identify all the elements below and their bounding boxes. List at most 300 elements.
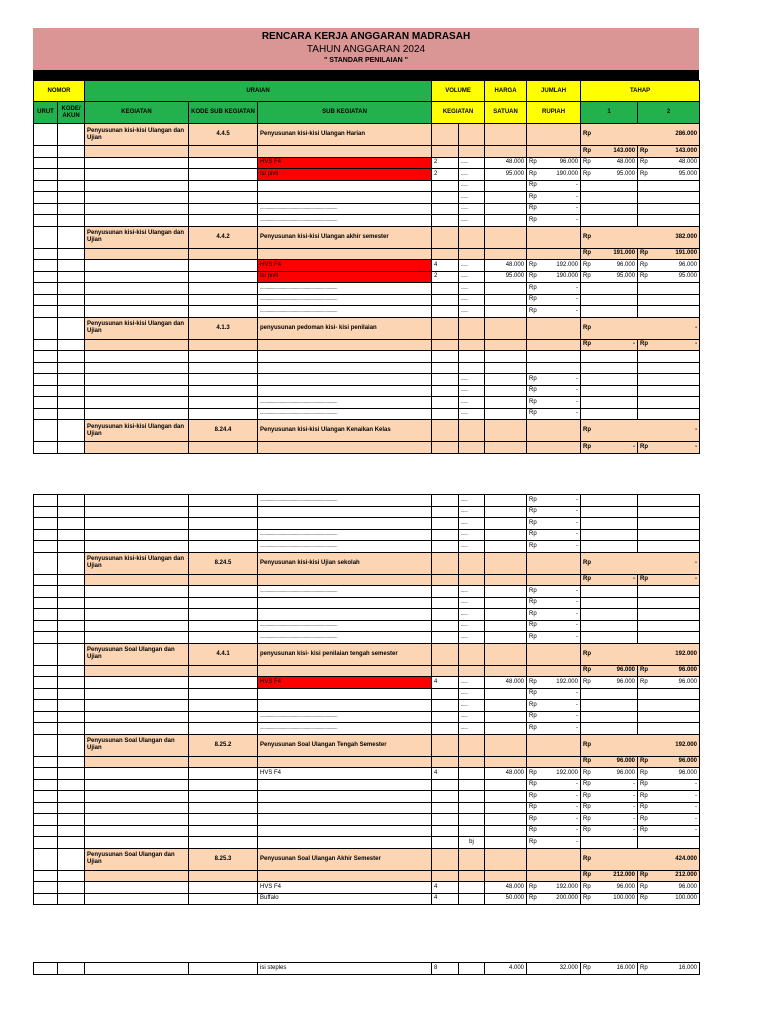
cell [85,586,189,598]
placeholder-unit: ...... [459,374,485,386]
cell [527,226,581,248]
cell [638,351,700,363]
amount: - [633,804,635,811]
cell [258,248,432,260]
cell [58,215,85,227]
cell [34,248,58,260]
amount: 200.000 [556,895,578,902]
amount: - [576,792,578,799]
cell [34,825,58,837]
cell [58,723,85,735]
placeholder-unit: ...... [459,541,485,553]
cell [485,339,527,351]
activity-subtotal-row [34,339,700,351]
cell [432,756,459,768]
cell [58,665,85,677]
empty-amount [527,541,581,553]
rp-label: Rp [640,147,649,154]
cell [189,711,258,723]
header-row-2 [34,102,700,124]
cell [258,362,432,374]
cell [34,226,58,248]
item-row [34,893,700,905]
cell [85,351,189,363]
empty-tahap-1 [581,814,638,826]
cell [58,825,85,837]
amount: - [576,307,579,314]
activity-total [581,848,700,870]
cell [189,665,258,677]
cell [485,442,527,454]
amount: - [695,781,697,788]
placeholder-unit: ...... [459,586,485,598]
cell [34,541,58,553]
rp-label: Rp [529,205,537,212]
cell [638,374,700,386]
rp-label: Rp [529,610,537,617]
cell [189,518,258,530]
cell [34,408,58,420]
item-row [34,882,700,894]
rp-label: Rp [640,341,649,348]
cell [459,814,485,826]
cell [34,779,58,791]
cell [58,294,85,306]
rp-label: Rp [583,273,591,280]
cell [34,802,58,814]
sub-activity-name: penyusunan kisi- kisi penilaian tengah semester [258,643,432,665]
cell [638,180,700,192]
activity-name: Penyusunan kisi-kisi Ulangan dan Ujian [85,420,189,442]
item-qty: 2 [432,157,459,169]
amount: 96.000 [616,678,635,685]
item-price: 50.000 [485,893,527,905]
cell [34,283,58,295]
placeholder-unit: ...... [459,700,485,712]
amount: 192.000 [556,769,578,776]
rp-label: Rp [640,170,648,177]
cell [58,180,85,192]
tahap-2-total [638,339,700,351]
cell [34,339,58,351]
placeholder-unit: ...... [459,688,485,700]
rp-label: Rp [640,781,648,788]
item-price: 48.000 [485,677,527,689]
placeholder-unit: ...... [459,506,485,518]
item-tahap-1 [581,677,638,689]
header-separator [33,70,699,80]
cell [58,283,85,295]
cell [485,408,527,420]
cell [459,734,485,756]
cell [638,215,700,227]
cell [485,506,527,518]
activity-subtotal-row [34,665,700,677]
cell [85,870,189,882]
item-tahap-1 [581,768,638,780]
cell [432,848,459,870]
cell [581,529,638,541]
cell [485,146,527,158]
placeholder-row [34,541,700,553]
item-row [34,260,700,272]
cell [485,620,527,632]
empty-amount [527,711,581,723]
amount: - [695,341,698,348]
cell [527,124,581,146]
sub-activity-name: Penyusunan Soal Ulangan Tengah Semester [258,734,432,756]
cell [485,385,527,397]
activity-subtotal-row [34,146,700,158]
item-row [34,768,700,780]
cell [34,893,58,905]
rp-label: Rp [583,678,591,685]
cell [432,442,459,454]
cell [581,506,638,518]
cell [85,893,189,905]
empty-amount [527,837,581,849]
cell [485,226,527,248]
cell [581,306,638,318]
rp-label: Rp [583,872,591,879]
empty-row [34,362,700,374]
cell [527,420,581,442]
cell [459,882,485,894]
activity-subtotal-row [34,574,700,586]
rp-label: Rp [529,496,537,503]
cell [485,294,527,306]
cell [58,677,85,689]
cell [85,802,189,814]
cell [189,203,258,215]
rp-label: Rp [529,769,537,776]
empty-tahap-1 [581,825,638,837]
cell [527,870,581,882]
cell [34,260,58,272]
cell [258,825,432,837]
placeholder-row [34,495,700,507]
cell [58,442,85,454]
amount: 192.000 [556,678,578,685]
cell [527,339,581,351]
sub-activity-name: Penyusunan kisi-kisi Ulangan Harian [258,124,432,146]
rp-label: Rp [529,508,537,515]
activity-subtotal-row [34,870,700,882]
amount: - [695,576,697,583]
activity-total [581,317,700,339]
empty-amount [527,529,581,541]
amount: - [576,387,579,394]
cell [638,203,700,215]
cell [432,339,459,351]
cell [485,825,527,837]
cell [189,597,258,609]
header-vol-kegiatan: KEGIATAN [432,102,485,124]
amount: 100.000 [675,895,697,902]
cell [85,408,189,420]
cell [485,306,527,318]
cell [189,306,258,318]
cell [85,756,189,768]
amount: 192.000 [556,883,578,890]
item-price: 48.000 [485,768,527,780]
header-harga: HARGA [485,81,527,102]
cell [34,420,58,442]
placeholder-row [34,408,700,420]
cell [189,397,258,409]
cell [638,711,700,723]
item-tahap-2 [638,271,700,283]
amount: 16.000 [616,964,635,971]
cell [638,362,700,374]
empty-tahap-2 [638,791,700,803]
cell [34,723,58,735]
placeholder-unit: ...... [459,306,485,318]
cell [34,518,58,530]
cell [189,169,258,181]
amount: - [576,781,578,788]
amount: - [633,341,636,348]
item-row [34,963,700,975]
cell [85,723,189,735]
placeholder-row [34,180,700,192]
amount: 382.000 [675,233,698,240]
cell [432,226,459,248]
rp-label: Rp [529,216,537,223]
cell [432,825,459,837]
activity-row [34,226,700,248]
activity-row [34,552,700,574]
cell [58,756,85,768]
cell [85,397,189,409]
cell [432,723,459,735]
cell [432,385,459,397]
cell [189,495,258,507]
rp-label: Rp [640,827,648,834]
cell [485,837,527,849]
amount: - [576,284,579,291]
cell [85,768,189,780]
item-price: 48.000 [485,260,527,272]
item-name: HVS F4 [258,768,432,780]
cell [34,882,58,894]
cell [58,597,85,609]
cell [527,665,581,677]
cell [58,518,85,530]
rp-label: Rp [583,250,592,257]
cell [485,420,527,442]
empty-amount [527,518,581,530]
rp-label: Rp [529,296,537,303]
cell [85,688,189,700]
cell [638,700,700,712]
header-row-1 [34,81,700,102]
cell [58,157,85,169]
activity-row [34,734,700,756]
activity-name: Penyusunan Soal Ulangan dan Ujian [85,848,189,870]
rp-label: Rp [640,815,648,822]
sub-activity-name: Penyusunan kisi-kisi Ulangan akhir semester [258,226,432,248]
cell [58,882,85,894]
cell [189,294,258,306]
header-volume: VOLUME [432,81,485,102]
cell [581,632,638,644]
cell [459,146,485,158]
placeholder-dots: ....................................................................... [258,632,432,644]
amount: - [576,496,578,503]
cell [485,215,527,227]
amount: - [576,508,578,515]
placeholder-unit: ...... [459,397,485,409]
empty-tahap-2 [638,802,700,814]
cell [432,518,459,530]
empty-amount [527,374,581,386]
header-jumlah: JUMLAH [527,81,581,102]
empty-amount [527,814,581,826]
empty-amount [527,609,581,621]
rp-label: Rp [529,792,537,799]
placeholder-unit: ...... [459,597,485,609]
rp-label: Rp [583,827,591,834]
budget-table-part-2 [33,494,700,905]
cell [581,700,638,712]
cell [459,317,485,339]
cell [85,260,189,272]
cell [485,574,527,586]
cell [189,688,258,700]
cell [58,711,85,723]
amount: - [576,216,579,223]
cell [432,814,459,826]
cell [581,495,638,507]
rp-label: Rp [583,667,591,674]
amount: 95.000 [616,273,636,280]
rp-label: Rp [640,678,648,685]
cell [58,609,85,621]
budget-table-part-3 [33,962,700,975]
cell [638,294,700,306]
item-name: Buffalo [258,893,432,905]
cell [34,317,58,339]
amount: - [695,427,698,433]
rp-label: Rp [583,261,591,268]
cell [85,506,189,518]
amount: 191.000 [675,250,698,257]
placeholder-row [34,518,700,530]
cell [432,495,459,507]
tahap-2-total [638,442,700,454]
empty-amount [527,700,581,712]
cell [58,146,85,158]
item-qty: 4 [432,260,459,272]
amount: - [695,804,697,811]
cell [85,294,189,306]
amount: 96.000 [678,758,697,765]
amount: 48.000 [678,159,698,166]
item-unit: ...... [459,271,485,283]
empty-amount [527,215,581,227]
placeholder-row [34,294,700,306]
rp-label: Rp [529,519,537,526]
item-tahap-1 [581,963,638,975]
cell [189,825,258,837]
cell [58,362,85,374]
empty-tahap-2 [638,825,700,837]
rp-label: Rp [640,792,648,799]
amount: - [695,324,698,331]
header-kode-sub: KODE SUB KEGIATAN [189,102,258,124]
placeholder-unit: ...... [459,518,485,530]
cell [258,756,432,768]
tahap-1-total [581,146,638,158]
rp-label: Rp [583,883,591,890]
cell [85,157,189,169]
item-tahap-2 [638,169,700,181]
cell [85,192,189,204]
item-qty: 4 [432,768,459,780]
cell [189,374,258,386]
item-qty: 2 [432,169,459,181]
item-price: 48.000 [485,157,527,169]
tahap-2-total [638,574,700,586]
cell [34,362,58,374]
item-name: isi steples [258,963,432,975]
cell [85,203,189,215]
cell [189,779,258,791]
cell [485,192,527,204]
cell [485,283,527,295]
cell [432,552,459,574]
cell [527,351,581,363]
cell [638,632,700,644]
placeholder-unit: ...... [459,203,485,215]
placeholder-row [34,203,700,215]
document-title-box [33,28,699,70]
cell [432,506,459,518]
amount: 96.000 [678,769,697,776]
sub-activity-name: Penyusunan kisi-kisi Ulangan Kenaikan Kelas [258,420,432,442]
header-kode-akun: KODE/ AKUN [58,102,85,124]
placeholder-unit: ...... [459,294,485,306]
item-row [34,157,700,169]
cell [432,180,459,192]
placeholder-dots: ....................................................................... [258,283,432,295]
empty-tahap-1 [581,779,638,791]
placeholder-unit: ...... [459,632,485,644]
cell [58,124,85,146]
cell [485,586,527,598]
document-subtitle: " STANDAR PENILAIAN " [324,57,408,64]
amount: - [576,713,578,720]
activity-code: 4.4.2 [189,226,258,248]
rp-label: Rp [529,724,537,731]
cell [638,385,700,397]
rp-label: Rp [583,131,592,137]
amount: - [576,724,578,731]
item-price: 4.000 [485,963,527,975]
cell [189,586,258,598]
empty-amount [527,192,581,204]
header-tahap: TAHAP [581,81,700,102]
cell [189,442,258,454]
empty-amount [527,294,581,306]
unit-bj: bj [459,837,485,849]
item-qty: 4 [432,677,459,689]
tahap-1-total [581,665,638,677]
rp-label: Rp [640,964,648,971]
cell [85,574,189,586]
amount: - [695,559,697,566]
